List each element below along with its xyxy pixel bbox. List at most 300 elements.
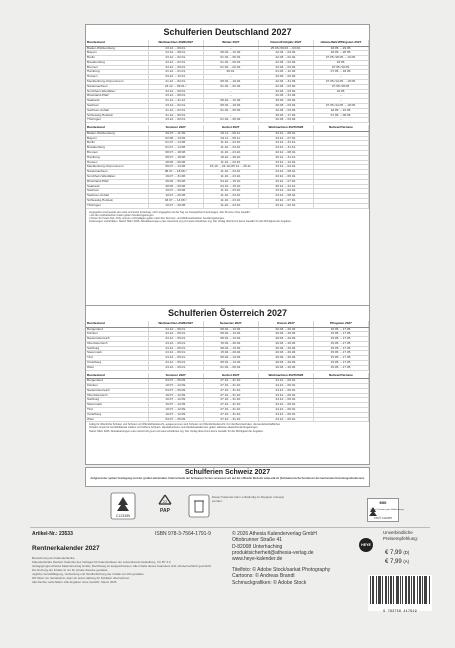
date-range: 19.07. – 31.08.: [148, 174, 203, 179]
date-range: 22.03. – 03.04.: [258, 84, 313, 89]
state-name: Hamburg: [86, 70, 148, 75]
table-row: [86, 365, 369, 370]
state-name: Berlin: [86, 141, 148, 146]
date-range: 08.02. – 13.02.: [203, 332, 258, 337]
date-range: 30.03. – 17.04.: [258, 113, 313, 118]
date-range: 23.12. – 09.01.: [148, 65, 203, 70]
date-range: 01.02. – 06.02.: [203, 108, 258, 113]
date-range: 28.06. – 06.08.: [148, 160, 203, 165]
description-line: Wir bitten um Verständnis, dass wir keine Haftung für Schäden übernehmen.: [32, 576, 131, 580]
date-range: 23.12. – 02.01.: [258, 189, 313, 194]
description-line: Bezeichnung der Kalenderfamilie: [32, 556, 75, 560]
date-range: 23.12. – 06.01.: [148, 89, 203, 94]
date-range: 18.05.: [313, 60, 368, 65]
state-name: Sachsen-Anhalt: [86, 108, 148, 113]
date-range: 24.12. – 06.01.: [258, 417, 313, 422]
barcode-bar: [409, 576, 410, 604]
date-range: 08.07. – 18.08.: [148, 155, 203, 160]
date-range: 02.11. – 06.11.: [203, 131, 258, 136]
barcode-bar: [411, 576, 412, 604]
publisher-line: Ottobrunner Straße 41: [232, 537, 283, 544]
barcode-bar: [386, 576, 387, 604]
date-range: 11.10. – 23.10.: [203, 198, 258, 203]
barcode-bar: [414, 576, 415, 604]
barcode-bar: [370, 576, 371, 604]
description-line: Kalenderfamilie Neuheit: Kalender des Verlages für Kalenderideen der Lebensfreude Heidelberg, CC BY 4.0: [32, 560, 171, 564]
column-header: Notizen/Termine: [313, 125, 368, 131]
column-header: Bundesland: [86, 125, 148, 131]
date-range: 22.03. – 03.04.: [258, 75, 313, 80]
date-range: 23.12. – 08.01.: [258, 170, 313, 175]
barcode-bar: [391, 576, 392, 604]
date-range: 08.02. – 13.02.: [203, 361, 258, 366]
date-range: 27.10. – 31.10.: [203, 417, 258, 422]
date-range: 24.12. – 06.01.: [148, 361, 203, 366]
column-header: Weihnachten 2027/2028: [258, 125, 313, 131]
austria-title: Schulferien Österreich 2027: [167, 308, 288, 318]
date-range: 11.10. – 23.10.: [203, 150, 258, 155]
date-range: 24.12. – 06.01.: [258, 403, 313, 408]
date-range: 28.06. – 06.08.: [148, 184, 203, 189]
article-number: Artikel-Nr.: 23533: [32, 531, 73, 537]
state-name: Hamburg: [86, 155, 148, 160]
date-range: 23.12. – 07.01.: [258, 179, 313, 184]
germany-title: Schulferien Deutschland 2027: [163, 27, 292, 37]
date-range: 22.03. – 03.04.: [258, 89, 313, 94]
date-range: 27.10. – 31.10.: [203, 379, 258, 384]
date-range: 15.05. – 17.05.: [313, 346, 368, 351]
state-name: Oberösterreich: [86, 341, 148, 346]
date-range: 23.12. – 09.01.¹: [148, 84, 203, 89]
column-header: Himmelfahrt/Pfingsten 2027: [313, 40, 368, 46]
date-range: 08.02. – 12.02.: [203, 51, 258, 56]
state-name: Baden-Württemberg: [86, 46, 148, 51]
date-range: 23.12. – 08.01.: [258, 150, 313, 155]
date-range: 29.07. – 11.09.: [148, 131, 203, 136]
table-row: [86, 417, 369, 422]
footnote: ¹ Auf den ostfriesischen Inseln gelten Sonderregelungen.: [89, 213, 155, 217]
state-name: Saarland: [86, 184, 148, 189]
barcode-bar: [426, 576, 427, 604]
heye-logo-text: HEYE: [361, 543, 371, 547]
date-range: 23.12. – 02.01.: [148, 60, 203, 65]
date-range: 24.12. – 06.01.: [258, 383, 313, 388]
state-name: Brandenburg: [86, 60, 148, 65]
fsc-logo: [110, 492, 136, 520]
date-range: 29.01.: [203, 70, 258, 75]
date-range: 22.03. – 03.04.: [258, 60, 313, 65]
publisher-address: [232, 531, 352, 562]
heye-logo: [359, 538, 373, 552]
date-range: 15.05. – 17.05.: [313, 332, 368, 337]
austria-table-2: [86, 373, 369, 423]
date-range: 24.12. – 06.01.: [148, 332, 203, 337]
date-range: 11.10. – 23.10.: [203, 194, 258, 199]
date-range: 23.12. – 12.01.: [258, 160, 313, 165]
mix-fsc-logo: [367, 498, 404, 522]
date-range: 24.12. – 06.01.: [148, 337, 203, 342]
state-name: Niederösterreich: [86, 388, 148, 393]
barcode-bar: [397, 576, 398, 604]
date-range: 27.10. – 31.10.: [203, 393, 258, 398]
mix-code: FSC® C123455: [374, 517, 392, 520]
column-header: Herbst 2027: [203, 125, 258, 131]
date-range: 15.05. – 17.05.: [313, 351, 368, 356]
barcode-bar: [388, 576, 389, 604]
credit-line: Schmuckgrafiken: © Adobe Stock: [232, 579, 307, 586]
barcode-bar: [402, 576, 403, 604]
date-range: 24.12. – 06.01.: [258, 412, 313, 417]
price-label-line: Preisempfehlung:: [383, 535, 419, 541]
state-name: Rheinland-Pfalz: [86, 94, 148, 99]
barcode-bar: [420, 576, 421, 604]
date-range: 11.10. – 23.10.: [203, 170, 258, 175]
date-range: 01.07. – 14.08.: [148, 146, 203, 151]
date-range: –: [203, 75, 258, 80]
price-at: [385, 559, 409, 565]
barcode-number: 9 783756 417919: [383, 610, 417, 614]
date-range: 01.02. – 06.02.: [203, 118, 258, 123]
column-header: Winter 2027: [203, 40, 258, 46]
date-range: 24.12. – 06.01.: [148, 341, 203, 346]
column-header: Sommer 2027: [148, 373, 203, 379]
state-name: Salzburg: [86, 346, 148, 351]
date-range: 10.07. – 12.09.: [148, 398, 203, 403]
date-range: 27.10. – 31.10.: [203, 398, 258, 403]
state-name: Nordrhein-Westfalen: [86, 174, 148, 179]
date-range: 15.10. – 22.10./25.11. – 26.11.: [203, 165, 258, 170]
date-range: 11.10. – 23.10.: [203, 174, 258, 179]
date-range: 15.05. – 17.05.: [313, 341, 368, 346]
date-range: 23.12. – 02.01.: [148, 56, 203, 61]
date-range: 03.07. – 05.09.: [148, 417, 203, 422]
barcode-bar: [429, 576, 430, 604]
price-de-country: (D): [403, 550, 410, 555]
recycle-text: Dieser Kalender kann vollständig im Altpapier entsorgt werden.: [212, 495, 285, 503]
date-range: 22.03. – 03.04.: [258, 118, 313, 123]
date-range: –: [313, 94, 368, 99]
date-range: 11.10. – 23.10.: [203, 203, 258, 208]
date-range: 03.07. – 05.09.: [148, 388, 203, 393]
state-name: Mecklenburg-Vorpommern: [86, 80, 148, 85]
date-range: 15.05. – 17.05.: [313, 327, 368, 332]
calendar-description: [32, 556, 212, 584]
barcode-bar: [396, 576, 397, 604]
barcode-bar: [376, 576, 377, 604]
table-row: [86, 203, 369, 208]
state-name: Hessen: [86, 160, 148, 165]
date-range: 23.12. – 04.01.: [258, 165, 313, 170]
date-range: 15.05. – 17.05.: [313, 365, 368, 370]
state-name: Berlin: [86, 56, 148, 61]
column-header: Pfingsten 2027: [313, 321, 368, 327]
state-name: Schleswig-Holstein: [86, 113, 148, 118]
date-range: 21.12. – 02.01.: [148, 80, 203, 85]
date-range: 24.12. – 06.01.: [258, 393, 313, 398]
barcode: [368, 575, 432, 614]
date-range: 21.12. – 31.12.: [148, 99, 203, 104]
date-range: 24.12. – 07.01.: [258, 136, 313, 141]
date-range: 26.03. – 03.04.: [258, 104, 313, 109]
state-name: Baden-Württemberg: [86, 131, 148, 136]
germany-notes: [86, 211, 369, 223]
barcode-bar: [419, 576, 420, 604]
state-name: Saarland: [86, 99, 148, 104]
date-range: 08.02. – 13.02.: [203, 337, 258, 342]
date-range: 21.12. – 01.01.: [148, 70, 203, 75]
date-range: 24.12. – 06.01.: [148, 327, 203, 332]
column-header: Semester 2027: [203, 321, 258, 327]
date-range: 20.03. – 29.03.: [258, 346, 313, 351]
column-header: Weihnachten 2026/2027: [148, 321, 203, 327]
price-de: [385, 550, 409, 556]
calendar-title: Rentnerkalender 2027: [32, 545, 100, 552]
date-range: 20.03. – 29.03.: [258, 337, 313, 342]
state-name: Salzburg: [86, 398, 148, 403]
barcode-bar: [400, 576, 401, 604]
date-range: 18.05.: [313, 89, 368, 94]
germany-panel: [85, 24, 370, 322]
credit-line: Cartoons: © Andreas Brandt: [232, 573, 295, 580]
date-range: 10.07. – 20.08.: [148, 189, 203, 194]
state-name: Bayern: [86, 51, 148, 56]
date-range: 07.05./14.05. – 18.05.: [313, 80, 368, 85]
column-header: Herbst 2027: [203, 373, 258, 379]
date-range: 28.06. – 06.08.: [148, 179, 203, 184]
fsc-number: C123455: [115, 514, 131, 518]
switzerland-panel: [85, 467, 370, 487]
recycle-bin-icon: [188, 492, 210, 520]
state-name: Sachsen-Anhalt: [86, 194, 148, 199]
barcode-bar: [378, 576, 379, 604]
barcode-icon: [368, 575, 432, 605]
date-range: 22.03. – 03.04.: [258, 65, 313, 70]
recycle-pap-logo: [150, 492, 180, 520]
date-range: 20.03. – 29.03.: [258, 361, 313, 366]
date-range: 18.05. – 29.05.: [313, 46, 368, 51]
state-name: Steiermark: [86, 403, 148, 408]
austria-table-1: [86, 321, 369, 371]
date-range: 10.07. – 20.08.: [148, 194, 203, 199]
date-range: 15.05. – 17.05.: [313, 356, 368, 361]
barcode-bar: [406, 576, 407, 604]
state-name: Schleswig-Holstein: [86, 198, 148, 203]
state-name: Tirol: [86, 356, 148, 361]
description-line: Die Nutzung der Inhalte ist nur für private Zwecke gestattet.: [32, 568, 109, 572]
description-line: Verlagsgruppe Athesia Kalenderverlag GmbH, Rechtsweg ist ausgeschlossen. Alle Inhalte dieses Kalenders sind urheberrechtlich geschützt.: [32, 564, 212, 568]
date-range: 08.02. – 13.02.: [203, 346, 258, 351]
credit-line: Titelfoto: © Adobe Stock/sarkat Photography: [232, 567, 331, 573]
date-range: 24.12. – 06.01.: [258, 379, 313, 384]
barcode-bar: [408, 576, 409, 604]
state-name: Bremen: [86, 65, 148, 70]
germany-table-1: [86, 40, 369, 123]
date-range: 24.12. – 06.01.: [258, 407, 313, 412]
barcode-bar: [379, 576, 380, 604]
date-range: 10.07. – 12.09.: [148, 407, 203, 412]
barcode-bar: [390, 576, 391, 604]
date-range: 08.07. – 18.08.: [148, 150, 203, 155]
state-name: Bayern: [86, 136, 148, 141]
date-range: 27.10. – 31.10.: [203, 407, 258, 412]
date-range: 01.02. – 06.02.: [203, 365, 258, 370]
germany-table-2: [86, 125, 369, 208]
date-range: –: [203, 89, 258, 94]
date-range: 23.12. – 02.01.: [258, 203, 313, 208]
mix-label: MIX: [379, 500, 387, 505]
price-label: [383, 530, 443, 541]
date-range: 07.05. – 18.05.: [313, 70, 368, 75]
date-range: 24.12. – 06.01.: [148, 346, 203, 351]
date-range: 30.03. – 09.04.: [258, 99, 313, 104]
state-name: Burgenland: [86, 327, 148, 332]
description-line: Alle Rechte vorbehalten. Alle Angaben ohne Gewähr, Stand: 2025.: [32, 580, 118, 584]
column-header: Ostern 2027: [258, 321, 313, 327]
austria-notes: [86, 423, 369, 432]
state-name: Wien: [86, 417, 148, 422]
footnote: ² Ferien für Inseln Sylt, Föhr, Amrum und Halligen gelten nach den Sommer- und Weihnachtsferien Sonderregelungen.: [89, 216, 225, 220]
date-range: 24.12. – 06.01.: [148, 351, 203, 356]
date-range: 07.05./18.05. – 19.05.: [313, 56, 368, 61]
price-label-line: Unverbindliche: [383, 530, 413, 535]
date-range: 27.10. – 31.10.: [203, 403, 258, 408]
date-range: –: [203, 94, 258, 99]
state-name: Kärnten: [86, 383, 148, 388]
austria-panel: [85, 305, 370, 465]
state-name: Nordrhein-Westfalen: [86, 89, 148, 94]
date-range: 15.02. – 20.02.: [203, 351, 258, 356]
barcode-bar: [398, 576, 399, 604]
date-range: 23.12. – 08.01.: [258, 194, 313, 199]
image-credits: [232, 567, 352, 586]
pap-number: 22: [162, 499, 168, 504]
publisher-line: © 2026 Athesia Kalenderverlag GmbH: [232, 531, 317, 537]
date-range: 03.07. – 14.08.³: [148, 198, 203, 203]
date-range: 11.10. – 23.10.: [203, 189, 258, 194]
date-range: 08.07. – 18.08.²: [148, 170, 203, 175]
date-range: 23.12. – 31.12.: [258, 146, 313, 151]
date-range: –: [203, 46, 258, 51]
state-name: Niedersachsen: [86, 84, 148, 89]
date-range: [313, 417, 368, 422]
date-range: 01.07. – 14.08.: [148, 141, 203, 146]
date-range: 11.10. – 23.10.: [203, 146, 258, 151]
date-range: 05.07. – 14.08.: [148, 165, 203, 170]
state-name: Steiermark: [86, 351, 148, 356]
date-range: 27.10. – 31.10.: [203, 412, 258, 417]
state-name: Thüringen: [86, 203, 148, 208]
state-name: Sachsen: [86, 104, 148, 109]
publisher-line: D-82008 Unterhaching: [232, 543, 283, 550]
date-range: 24.12. – 08.01.: [148, 51, 203, 56]
date-range: 01.02. – 06.02.: [203, 60, 258, 65]
barcode-bar: [413, 576, 414, 604]
date-range: 20.03. – 29.03.: [258, 332, 313, 337]
date-range: 10.07. – 12.09.: [148, 383, 203, 388]
date-range: 22.03. – 31.03.: [258, 80, 313, 85]
date-range: 22.03. – 02.04.: [258, 56, 313, 61]
date-range: 23.12. – 08.01.: [258, 131, 313, 136]
state-name: Thüringen: [86, 118, 148, 123]
date-range: 23.12. – 07.01.: [258, 198, 313, 203]
state-name: Oberösterreich: [86, 393, 148, 398]
date-range: 10.07. – 12.09.: [148, 403, 203, 408]
date-range: 20.03. – 29.03.: [258, 341, 313, 346]
date-range: 23.12. – 31.12.: [258, 141, 313, 146]
date-range: 23.12. – 02.01.: [148, 104, 203, 109]
footer-divider: [30, 527, 430, 528]
date-range: –: [313, 99, 368, 104]
switzerland-title: Schulferien Schweiz 2027: [184, 469, 271, 476]
state-name: Brandenburg: [86, 146, 148, 151]
date-range: 23.12. – 06.01.: [258, 174, 313, 179]
state-name: Burgenland: [86, 379, 148, 384]
barcode-bar: [405, 576, 406, 604]
date-range: 10.07. – 12.09.: [148, 412, 203, 417]
date-range: 20.03. – 29.03.: [258, 351, 313, 356]
state-name: Vorarlberg: [86, 412, 148, 417]
date-range: 20.12. – 31.12.: [258, 155, 313, 160]
footnote: Änderungen vorbehalten. Stand: März 2025. Aktualisierungen unter www.kmk.org und www.schulferien.org. Der Verlag übernimmt keine Gewähr für die Richtigkeit der Angaben.: [89, 219, 292, 223]
column-header: Weihnachten 2027/2028: [258, 373, 313, 379]
barcode-bar: [385, 576, 386, 604]
date-range: –: [203, 113, 258, 118]
date-range: 03.07. – 05.09.: [148, 379, 203, 384]
state-name: Tirol: [86, 407, 148, 412]
date-range: 01.02. – 02.02.: [203, 65, 258, 70]
state-name: Vorarlberg: [86, 361, 148, 366]
date-range: 20.03. – 29.03.: [258, 356, 313, 361]
date-range: 23.12. – 08.01.: [148, 94, 203, 99]
barcode-bar: [417, 576, 418, 604]
state-name: Hessen: [86, 75, 148, 80]
date-range: 11.10. – 23.10.: [203, 160, 258, 165]
column-header: Ostern/Frühjahr 2027: [258, 40, 313, 46]
price-at-value: € 7,99: [385, 559, 402, 565]
date-range: 07.05. – 08.05.: [313, 113, 368, 118]
date-range: 01.02. – 02.02.: [203, 84, 258, 89]
date-range: 08.02. – 19.02.: [203, 80, 258, 85]
date-range: 23.12. – 02.01.: [148, 118, 203, 123]
date-range: 22.03. – 31.03.: [258, 94, 313, 99]
column-header: Bundesland: [86, 321, 148, 327]
barcode-bar: [393, 576, 394, 604]
state-name: Niedersachsen: [86, 170, 148, 175]
publisher-line: produktsicherheit@athesia-verlag.de: [232, 549, 314, 556]
footnote: Schulen sowie für berufsbildende mittlere und höhere Schulen, Handelsschulen und Handelsakademien gelten teilweise abweichende Regelungen.: [89, 426, 259, 430]
barcode-bar: [382, 576, 383, 604]
publisher-line: www.heye-kalender.de: [232, 556, 283, 563]
date-range: 25.03./30.03. – 03.04.: [258, 46, 313, 51]
date-range: 20.03. – 29.03.: [258, 327, 313, 332]
date-range: 08.02. – 13.02.: [203, 327, 258, 332]
date-range: 01.03. – 12.03.: [258, 70, 313, 75]
date-range: –: [313, 75, 368, 80]
state-name: Sachsen: [86, 189, 148, 194]
footnote: Gültig für öffentliche Schulen und Schulen mit Öffentlichkeitsrecht, ausgenommen sind Schulen mit Öffentlichkeitsrecht. Für die Berufsschulen, die landwirtschaftlichen: [89, 423, 281, 427]
pap-label: PAP: [160, 508, 170, 514]
date-range: 08.02. – 19.02.: [203, 104, 258, 109]
description-line: Jegliche Vervielfältigung, Verbreitung und Veröffentlichung der Inhalte ist nicht gestattet.: [32, 572, 145, 576]
date-range: 18.05. – 22.05.: [313, 108, 368, 113]
column-header: Weihnachten 2026/2027: [148, 40, 203, 46]
isbn: ISBN 978-3-7564-1791-9: [155, 531, 211, 537]
barcode-bar: [424, 576, 425, 604]
date-range: 02.11. – 05.11.: [203, 136, 258, 141]
column-header: Sommer 2027: [148, 125, 203, 131]
date-range: 10.07. – 20.08.: [148, 203, 203, 208]
date-range: 21.12. – 02.01.: [148, 108, 203, 113]
